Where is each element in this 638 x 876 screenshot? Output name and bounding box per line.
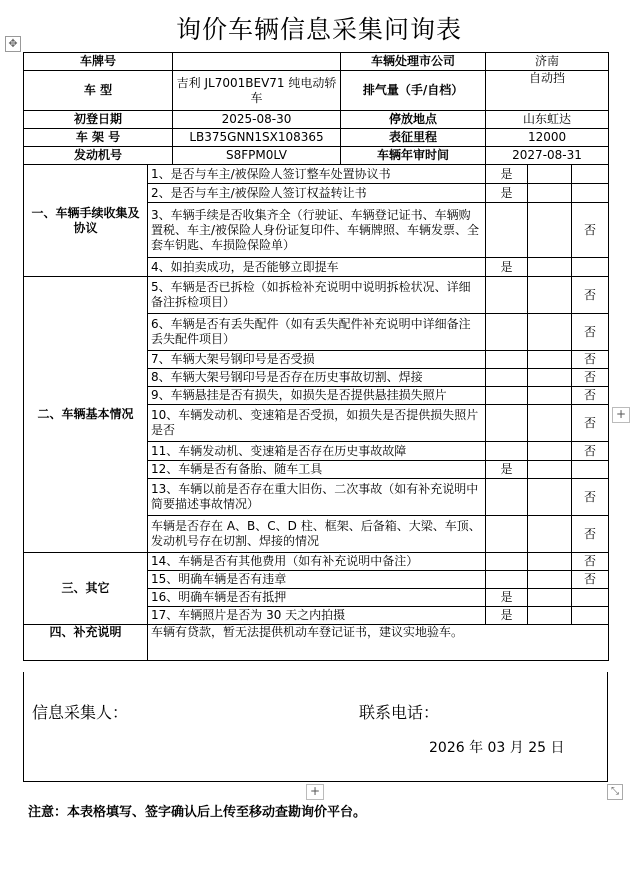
answer-blank: [528, 571, 572, 589]
question-row: 9、车辆悬挂是否有损失，如损失是否提供悬挂损失照片: [148, 387, 486, 405]
footer-note: 注意：本表格填写、签字确认后上传至移动查勘询价平台。: [28, 805, 367, 820]
question-row: 6、车辆是否有丢失配件（如有丢失配件补充说明中详细备注丢失配件项目）: [148, 314, 486, 351]
city-value[interactable]: 济南: [486, 53, 609, 71]
answer-blank: [528, 479, 572, 516]
answer-yes[interactable]: [486, 553, 528, 571]
engine-value[interactable]: S8FPM0LV: [173, 147, 341, 165]
answer-blank: [528, 258, 572, 277]
reg-date-label: 初登日期: [24, 111, 173, 129]
form-title: 询价车辆信息采集问询表: [175, 15, 462, 44]
answer-yes[interactable]: 是: [486, 165, 528, 184]
question-row: 3、车辆手续是否收集齐全（行驶证、车辆登记证书、车辆购置税、车主/被保险人身份证复印件、车辆牌照、车辆发票、全套车钥匙、车损险保险单）: [148, 203, 486, 258]
answer-yes[interactable]: 是: [486, 589, 528, 607]
answer-yes[interactable]: [486, 277, 528, 314]
answer-no[interactable]: 否: [572, 351, 609, 369]
answer-yes[interactable]: [486, 369, 528, 387]
question-row: 11、车辆发动机、变速箱是否存在历史事故故障: [148, 442, 486, 461]
question-row: 4、如拍卖成功，是否能够立即提车: [148, 258, 486, 277]
mileage-value[interactable]: 12000: [486, 129, 609, 147]
answer-no[interactable]: 否: [572, 369, 609, 387]
answer-blank: [528, 607, 572, 625]
answer-no[interactable]: 否: [572, 405, 609, 442]
answer-blank: [528, 387, 572, 405]
inspection-label: 车辆年审时间: [341, 147, 486, 165]
answer-blank: [528, 589, 572, 607]
question-row: 7、车辆大架号钢印号是否受损: [148, 351, 486, 369]
answer-no[interactable]: [572, 258, 609, 277]
section-1-label: 一、车辆手续收集及协议: [24, 165, 148, 277]
answer-yes[interactable]: 是: [486, 258, 528, 277]
answer-no[interactable]: 否: [572, 203, 609, 258]
answer-blank: [528, 203, 572, 258]
collector-label: 信息采集人：: [32, 703, 129, 722]
question-row: 16、明确车辆是否有抵押: [148, 589, 486, 607]
answer-yes[interactable]: 是: [486, 461, 528, 479]
answer-yes[interactable]: [486, 479, 528, 516]
answer-yes[interactable]: [486, 203, 528, 258]
answer-blank: [528, 553, 572, 571]
inspection-value[interactable]: 2027-08-31: [486, 147, 609, 165]
vin-label: 车 架 号: [24, 129, 173, 147]
answer-blank: [528, 516, 572, 553]
answer-no[interactable]: [572, 589, 609, 607]
signature-area: [23, 672, 608, 782]
question-row: 8、车辆大架号钢印号是否存在历史事故切割、焊接: [148, 369, 486, 387]
answer-blank: [528, 277, 572, 314]
table-resize-icon[interactable]: ⤡: [607, 784, 623, 800]
add-column-icon[interactable]: +: [612, 407, 630, 423]
answer-no[interactable]: 否: [572, 277, 609, 314]
plate-value[interactable]: [173, 53, 341, 71]
answer-no[interactable]: 否: [572, 314, 609, 351]
answer-blank: [528, 461, 572, 479]
question-row: 13、车辆以前是否存在重大旧伤、二次事故（如有补充说明中简要描述事故情况）: [148, 479, 486, 516]
displacement-label: 排气量（手/自档）: [341, 71, 486, 111]
inquiry-table: [23, 52, 609, 661]
question-row: 2、是否与车主/被保险人签订权益转让书: [148, 184, 486, 203]
answer-blank: [528, 405, 572, 442]
section-4-label: 四、补充说明: [24, 625, 148, 661]
answer-yes[interactable]: [486, 571, 528, 589]
answer-yes[interactable]: [486, 405, 528, 442]
answer-no[interactable]: 否: [572, 442, 609, 461]
answer-yes[interactable]: [486, 516, 528, 553]
answer-blank: [528, 165, 572, 184]
parking-value[interactable]: 山东虹达: [486, 111, 609, 129]
answer-no[interactable]: 否: [572, 553, 609, 571]
question-row: 12、车辆是否有备胎、随车工具: [148, 461, 486, 479]
question-row: 10、车辆发动机、变速箱是否受损，如损失是否提供损失照片是否: [148, 405, 486, 442]
engine-label: 发动机号: [24, 147, 173, 165]
answer-yes[interactable]: 是: [486, 607, 528, 625]
answer-no[interactable]: 否: [572, 479, 609, 516]
question-row: 14、车辆是否有其他费用（如有补充说明中备注）: [148, 553, 486, 571]
displacement-value[interactable]: 自动挡: [486, 71, 609, 111]
city-label: 车辆处理市公司: [341, 53, 486, 71]
answer-no[interactable]: 否: [572, 516, 609, 553]
question-row: 车辆是否存在 A、B、C、D 柱、框架、后备箱、大梁、车顶、发动机号存在切割、焊接的情况: [148, 516, 486, 553]
section-2-label: 二、车辆基本情况: [24, 277, 148, 553]
mileage-label: 表征里程: [341, 129, 486, 147]
question-row: 15、明确车辆是否有违章: [148, 571, 486, 589]
answer-no[interactable]: [572, 607, 609, 625]
answer-blank: [528, 314, 572, 351]
model-label: 车 型: [24, 71, 173, 111]
answer-yes[interactable]: [486, 351, 528, 369]
supplement-text[interactable]: 车辆有贷款，暂无法提供机动车登记证书，建议实地验车。: [148, 625, 609, 661]
reg-date-value[interactable]: 2025-08-30: [173, 111, 341, 129]
table-move-icon[interactable]: ✥: [5, 36, 21, 52]
parking-label: 停放地点: [341, 111, 486, 129]
question-row: 17、车辆照片是否为 30 天之内拍摄: [148, 607, 486, 625]
vin-value[interactable]: LB375GNN1SX108365: [173, 129, 341, 147]
answer-yes[interactable]: [486, 442, 528, 461]
answer-no[interactable]: 否: [572, 571, 609, 589]
question-row: 5、车辆是否已拆检（如拆检补充说明中说明拆检状况、详细备注拆检项目）: [148, 277, 486, 314]
answer-no[interactable]: [572, 184, 609, 203]
question-row: 1、是否与车主/被保险人签订整车处置协议书: [148, 165, 486, 184]
answer-no[interactable]: [572, 165, 609, 184]
answer-yes[interactable]: 是: [486, 184, 528, 203]
answer-no[interactable]: 否: [572, 387, 609, 405]
add-row-icon[interactable]: +: [306, 784, 324, 800]
answer-no[interactable]: [572, 461, 609, 479]
model-value[interactable]: 吉利 JL7001BEV71 纯电动轿车: [173, 71, 341, 111]
answer-blank: [528, 369, 572, 387]
answer-yes[interactable]: [486, 387, 528, 405]
phone-label: 联系电话：: [359, 703, 440, 722]
answer-blank: [528, 184, 572, 203]
signature-date: 2026 年 03 月 25 日: [429, 740, 565, 756]
section-3-label: 三、其它: [24, 553, 148, 625]
answer-blank: [528, 442, 572, 461]
answer-yes[interactable]: [486, 314, 528, 351]
answer-blank: [528, 351, 572, 369]
plate-label: 车牌号: [24, 53, 173, 71]
